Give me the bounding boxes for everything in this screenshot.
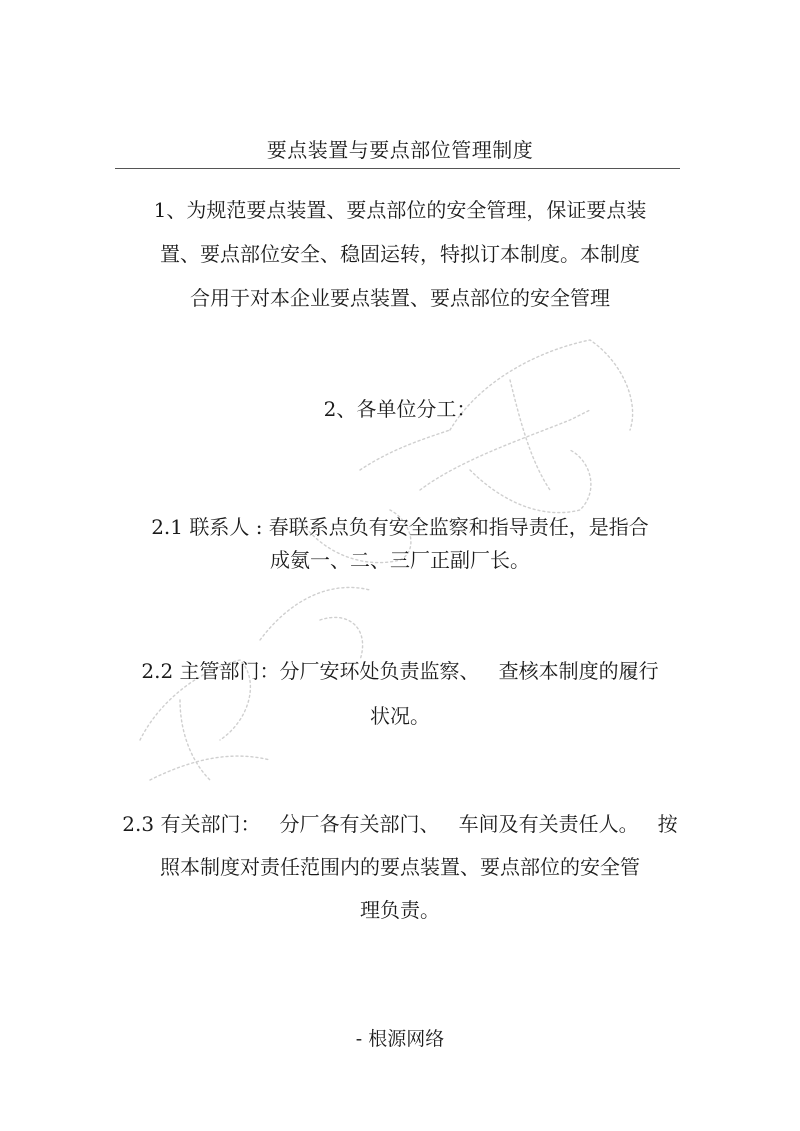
title-divider [115, 168, 680, 169]
page-footer: - 根源网络 [355, 1028, 445, 1050]
section-1-line-3: 合用于对本企业要点装置、要点部位的安全管理 [190, 286, 610, 310]
section-2-3-line-2: 照本制度对责任范围内的要点装置、要点部位的安全管 [160, 855, 640, 879]
section-2-3-line-1: 2.3 有关部门： 分厂各有关部门、 车间及有关责任人。 按 [122, 812, 678, 836]
section-2-2-line-2: 状况。 [370, 704, 430, 728]
section-2-heading: 2、各单位分工： [323, 397, 477, 421]
section-2-1-line-2: 成氨一、二、三厂正副厂长。 [270, 548, 530, 572]
section-2-1-line-1: 2.1 联系人 : 春联系点负有安全监察和指导责任，是指合 [151, 515, 649, 539]
document-title: 要点装置与要点部位管理制度 [266, 138, 534, 162]
section-1-line-1: 1、为规范要点装置、要点部位的安全管理，保证要点装 [153, 198, 647, 222]
section-1-line-2: 置、要点部位安全、稳固运转，特拟订本制度。本制度 [160, 242, 640, 266]
section-2-3-line-3: 理负责。 [360, 898, 440, 922]
section-2-2-line-1: 2.2 主管部门：分厂安环处负责监察、 查核本制度的履行 [141, 659, 659, 683]
